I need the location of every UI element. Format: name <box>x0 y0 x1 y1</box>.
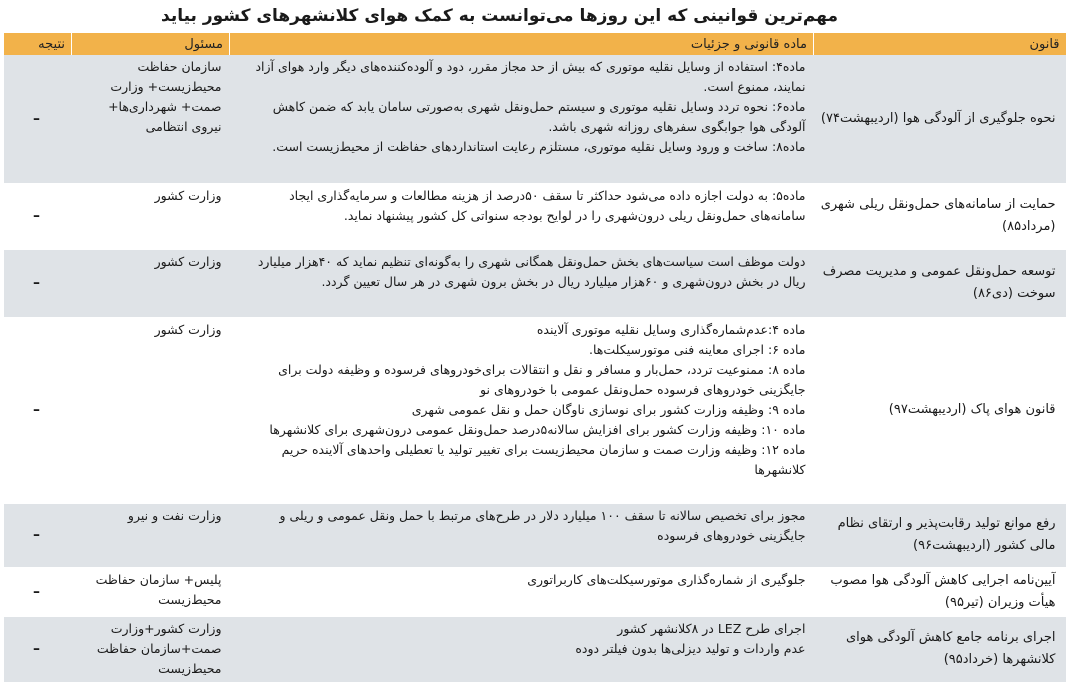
header-details: ماده قانونی و جزئیات <box>230 33 814 55</box>
laws-table <box>3 33 1066 683</box>
law-cell: آیین‌نامه اجرایی کاهش آلودگی هوا مصوب هیأت وزیران (تیر۹۵) <box>814 567 1066 616</box>
result-cell: – <box>4 317 72 503</box>
responsible-cell: وزارت نفت و نیرو <box>72 503 230 567</box>
law-cell: حمایت از سامانه‌های حمل‌ونقل ریلی شهری (مرداد۸۵) <box>814 183 1066 249</box>
detail-line: ماده ۶: اجرای معاینه فنی موتورسیکلت‌ها. <box>589 341 806 357</box>
detail-line: اجرای طرح LEZ در ۸کلانشهر کشور <box>617 620 806 636</box>
result-cell: – <box>4 249 72 317</box>
detail-line: ماده ۱۲: وظیفه وزارت صمت و سازمان محیط‌زیست برای تغییر تولید یا تعطیلی واحدهای آلاینده حریم کلانشهرها <box>281 441 806 477</box>
law-cell: نحوه جلوگیری از آلودگی هوا (اردیبهشت۷۴) <box>814 55 1066 183</box>
detail-line: ماده ۴:عدم‌شماره‌گذاری وسایل نقلیه موتوری آلاینده <box>536 321 806 337</box>
responsible-cell: سازمان حفاظت محیط‌زیست+ وزارت صمت+ شهرداری‌ها+ نیروی انتظامی <box>72 55 230 183</box>
details-cell <box>230 183 814 249</box>
table-row <box>4 616 1066 682</box>
result-cell: – <box>4 616 72 682</box>
law-cell: توسعه حمل‌ونقل عمومی و مدیریت مصرف سوخت (دی۸۶) <box>814 249 1066 317</box>
detail-line: ماده ۸: ممنوعیت تردد، حمل‌بار و مسافر و نقل و انتقالات برای‌خودروهای فرسوده و وظیفه دولت برای جایگزینی خودروهای فرسوده حمل‌ونقل عمومی با خودروهای نو <box>278 361 806 397</box>
detail-line: دولت موظف است سیاست‌های بخش حمل‌ونقل همگانی شهری را به‌گونه‌ای تنظیم نماید که ۴۰هزار میلیارد ریال در بخش درون‌شهری و ۶۰هزار میلیارد ریال در بخش برون شهری در هر سال تعیین گردد. <box>257 253 806 289</box>
responsible-cell: پلیس+ سازمان حفاظت محیط‌زیست <box>72 567 230 616</box>
responsible-cell: وزارت کشور+وزارت صمت+سازمان حفاظت محیط‌زیست <box>72 616 230 682</box>
header-responsible: مسئول <box>72 33 230 55</box>
law-cell: رفع موانع تولید رقابت‌پذیر و ارتقای نظام مالی کشور (اردیبهشت۹۶) <box>814 503 1066 567</box>
details-cell <box>230 55 814 183</box>
details-cell <box>230 317 814 503</box>
detail-line: جلوگیری از شماره‌گذاری موتورسیکلت‌های کاربراتوری <box>527 571 806 587</box>
responsible-cell: وزارت کشور <box>72 249 230 317</box>
details-cell <box>230 503 814 567</box>
page-title: مهم‌ترین قوانینی که این روزها می‌توانست به کمک هوای کلانشهرهای کشور بیاید <box>161 6 838 26</box>
header-result: نتیجه <box>4 33 72 55</box>
responsible-cell: وزارت کشور <box>72 317 230 503</box>
table-header-row <box>4 33 1066 55</box>
header-law: قانون <box>814 33 1066 55</box>
law-cell: اجرای برنامه جامع کاهش آلودگی هوای کلانشهرها (خرداد۹۵) <box>814 616 1066 682</box>
table-row <box>4 567 1066 616</box>
detail-line: ماده۵: به دولت اجازه داده می‌شود حداکثر تا سقف ۵۰درصد از هزینه مطالعات و سرمایه‌گذاری ایجاد سامانه‌های حمل‌ونقل ریلی درون‌شهری را در لوایح بودجه سنواتی کل کشور پیشنهاد نماید. <box>289 187 806 223</box>
table-row <box>4 55 1066 183</box>
detail-line: ماده۸: ساخت و ورود وسایل نقلیه موتوری، مستلزم رعایت استانداردهای حفاظت از محیط‌زیست است. <box>272 139 806 154</box>
result-cell: – <box>4 55 72 183</box>
table-row <box>4 183 1066 249</box>
details-cell <box>230 249 814 317</box>
result-cell: – <box>4 567 72 616</box>
detail-line: مجوز برای تخصیص سالانه تا سقف ۱۰۰ میلیارد دلار در طرح‌های مرتبط با حمل ونقل عمومی و ریلی و جایگزینی خودروهای فرسوده <box>279 507 806 543</box>
table-body <box>4 55 1066 682</box>
detail-line: ماده ۱۰: وظیفه وزارت کشور برای افزایش سالانه۵درصد حمل‌ونقل عمومی درون‌شهری برای کلانشهرها <box>269 421 806 437</box>
detail-line: عدم واردات و تولید دیزلی‌ها بدون فیلتر دوده <box>575 640 806 656</box>
detail-line: ماده ۹: وظیفه وزارت کشور برای نوسازی ناوگان حمل و نقل عمومی شهری <box>411 401 806 417</box>
result-cell: – <box>4 183 72 249</box>
law-cell: قانون هوای پاک (اردیبهشت۹۷) <box>814 317 1066 503</box>
details-cell <box>230 567 814 616</box>
detail-line: ماده۴: استفاده از وسایل نقلیه موتوری که بیش از حد مجاز مقرر، دود و آلوده‌کننده‌های دیگر وارد هوای آزاد نمایند، ممنوع است. <box>255 59 806 94</box>
responsible-cell: وزارت کشور <box>72 183 230 249</box>
table-row <box>4 503 1066 567</box>
result-cell: – <box>4 503 72 567</box>
detail-line: ماده۶: نحوه تردد وسایل نقلیه موتوری و سیستم حمل‌ونقل شهری به‌صورتی سامان یابد که ضمن کاهش آلودگی هوا جوابگوی سفرهای روزانه شهری باشد. <box>272 99 806 134</box>
details-cell <box>230 616 814 682</box>
table-row <box>4 317 1066 503</box>
table-row <box>4 249 1066 317</box>
